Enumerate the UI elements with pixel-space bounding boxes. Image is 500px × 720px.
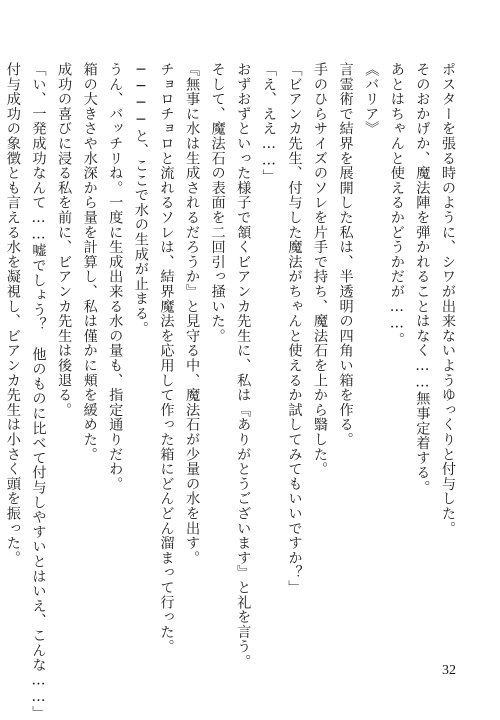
text-line: ────と、ここで水の生成が止まる。: [132, 62, 149, 336]
text-line: 付与成功の象徴とも言える水を凝視し、ビアンカ先生は小さく頭を振った。: [4, 62, 21, 566]
text-line: 箱の大きさや水深から量を計算し、私は僅かに頬を緩めた。: [81, 62, 98, 462]
page-number: 32: [442, 663, 456, 678]
text-line: あとはちゃんと使えるかどうかだが……。: [388, 62, 405, 347]
text-line: おずおずといった様子で頷くビアンカ先生に、私は『ありがとうございます』と礼を言う。: [235, 62, 252, 669]
text-line: チョロチョロと流れるソレは、結界魔法を応用して作った箱にどんどん溜まって行った。: [158, 62, 175, 654]
text-line: 成功の喜びに浸る私を前に、ビアンカ先生は後退る。: [56, 62, 73, 418]
text-line: そのおかげか、魔法陣を弾かれることはなく……無事定着する。: [414, 62, 431, 495]
text-line: 『無事に水は生成されるだろうか』と見守る中、魔法石が少量の水を出す。: [184, 62, 201, 566]
text-line: そして、魔法石の表面を二回引っ掻いた。: [209, 62, 226, 344]
text-line: 言霊術で結界を展開した私は、半透明の四角い箱を作る。: [337, 62, 354, 447]
text-line: 《バリア》: [363, 62, 380, 136]
text-line: 「ビアンカ先生、付与した魔法がちゃんと使えるか試してみてもいいですか？」: [286, 62, 303, 595]
text-line: 「い、一発成功なんて……嘘でしょう？ 他のものに比べて付与しやすいとはいえ、こんな……」: [30, 62, 47, 720]
text-line: うん、バッチリね。一度に生成出来る水の量も、指定通りだわ。: [107, 62, 124, 492]
text-line: ポスターを張る時のように、シワが出来ないようゆっくりと付与した。: [440, 62, 456, 536]
text-line: 「え、ええ……」: [260, 62, 277, 184]
text-line: 手のひらサイズのソレを片手で持ち、魔法石を上から翳した。: [312, 62, 329, 477]
